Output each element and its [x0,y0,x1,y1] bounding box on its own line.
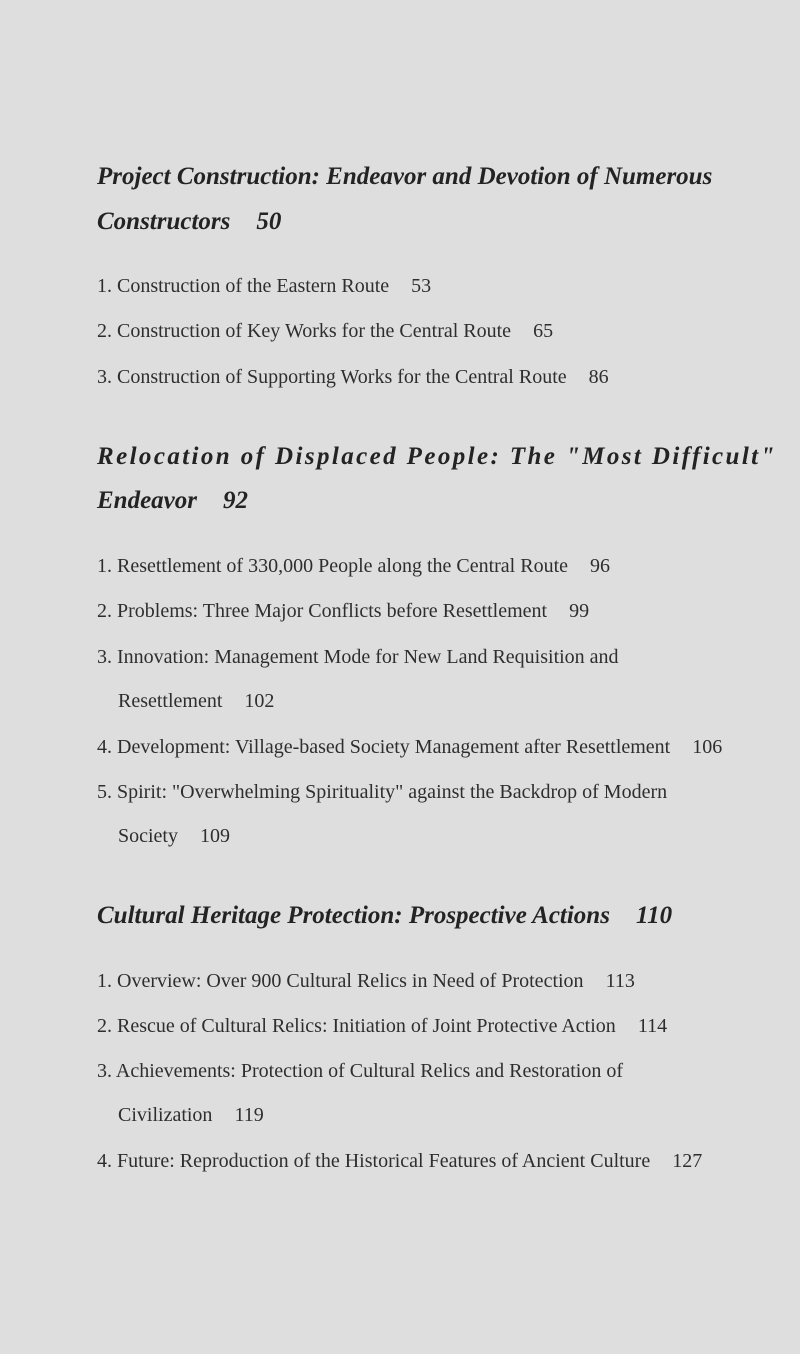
toc-entry[interactable]: 4. Development: Village-based Society Management after Resettlement 106 [97,736,723,758]
section-title[interactable]: Cultural Heritage Protection: Prospective Actions 110 [97,902,673,929]
entry-page-number: 109 [200,825,230,847]
toc-entry-continued[interactable]: Society 109 [118,825,230,847]
toc-entry[interactable]: 3. Construction of Supporting Works for the Central Route 86 [97,366,609,388]
toc-entry-continued[interactable]: Resettlement 102 [118,690,275,712]
toc-entry[interactable]: 1. Resettlement of 330,000 People along the Central Route 96 [97,555,611,577]
entry-page-number: 65 [533,320,554,342]
toc-entry[interactable]: 1. Construction of the Eastern Route 53 [97,275,432,297]
entry-page-number: 127 [672,1150,703,1172]
entry-page-number: 113 [605,970,635,992]
section-title[interactable]: Relocation of Displaced People: The "Most Difficult" [97,443,777,470]
section-title-continued[interactable]: Endeavor 92 [97,487,248,514]
entry-page-number: 96 [590,555,611,577]
toc-entry[interactable]: 2. Problems: Three Major Conflicts before Resettlement 99 [97,600,590,622]
toc-entry[interactable]: 3. Achievements: Protection of Cultural Relics and Restoration of [97,1060,624,1082]
entry-page-number: 99 [569,600,590,622]
entry-page-number: 106 [692,736,723,758]
section-page-number: 110 [635,902,673,929]
entry-page-number: 114 [637,1015,668,1037]
entry-page-number: 53 [411,275,432,297]
toc-entry[interactable]: 2. Rescue of Cultural Relics: Initiation of Joint Protective Action 114 [97,1015,668,1037]
entry-page-number: 119 [234,1104,264,1126]
section-page-number: 92 [223,487,248,514]
toc-entry[interactable]: 1. Overview: Over 900 Cultural Relics in Need of Protection 113 [97,970,635,992]
toc-entry[interactable]: 3. Innovation: Management Mode for New Land Requisition and [97,646,619,668]
toc-entry[interactable]: 2. Construction of Key Works for the Central Route 65 [97,320,554,342]
toc-entry[interactable]: 5. Spirit: "Overwhelming Spirituality" against the Backdrop of Modern [97,781,668,803]
toc-entry[interactable]: 4. Future: Reproduction of the Historical Features of Ancient Culture 127 [97,1150,703,1172]
section-title-continued[interactable]: Constructors 50 [97,208,282,235]
section-page-number: 50 [256,208,282,235]
section-title[interactable]: Project Construction: Endeavor and Devotion of Numerous [97,163,713,190]
entry-page-number: 102 [244,690,275,712]
entry-page-number: 86 [588,366,609,388]
toc-entry-continued[interactable]: Civilization 119 [118,1104,264,1126]
